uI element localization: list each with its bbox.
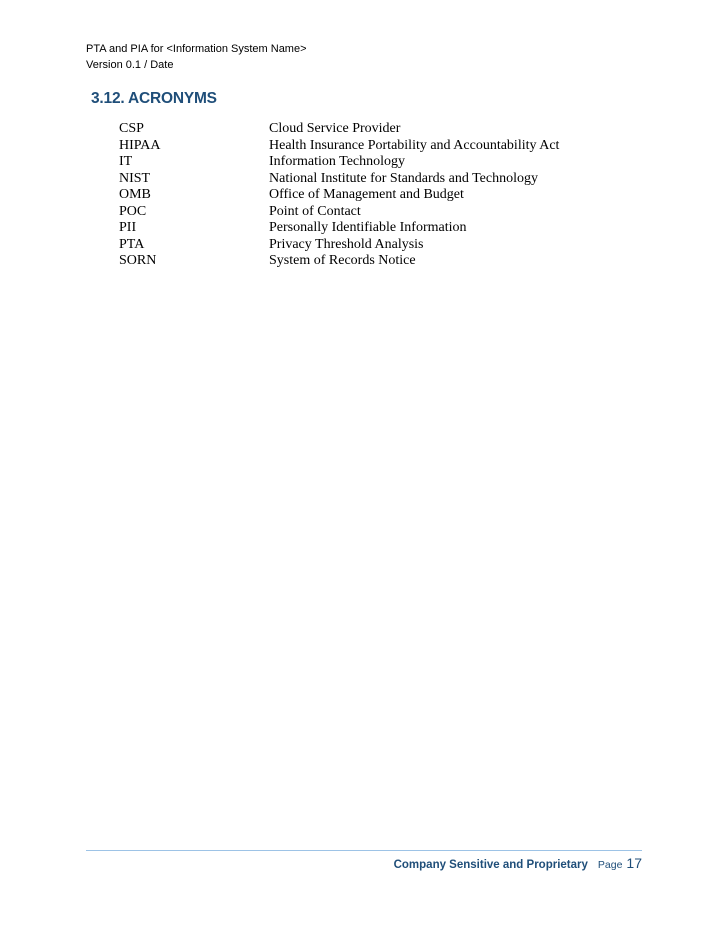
section-heading: 3.12. ACRONYMS (91, 90, 217, 107)
footer-divider (86, 850, 642, 851)
acronym-row (119, 187, 639, 204)
page-footer (394, 855, 642, 871)
header-version: Version 0.1 / Date (86, 59, 174, 71)
page-header (86, 41, 307, 73)
acronym-term: HIPAA (119, 137, 161, 153)
acronym-term: NIST (119, 170, 151, 186)
footer-confidentiality-label: Company Sensitive and Proprietary (393, 859, 588, 871)
acronym-row (119, 253, 639, 270)
footer-page-word: Page (597, 859, 623, 871)
acronym-term: PII (119, 220, 137, 235)
acronym-term: SORN (119, 253, 157, 268)
acronym-term: IT (119, 154, 133, 169)
acronym-definition: National Institute for Standards and Technology (269, 170, 538, 186)
footer-page-number: 17 (626, 855, 642, 871)
acronym-definition: System of Records Notice (269, 253, 416, 268)
acronym-row (119, 237, 639, 254)
acronym-term: OMB (119, 187, 151, 202)
acronym-row (119, 154, 639, 171)
acronym-definition: Cloud Service Provider (269, 121, 401, 136)
acronym-term: POC (119, 203, 147, 219)
acronym-definition: Information Technology (269, 154, 406, 169)
acronym-definition: Personally Identifiable Information (269, 220, 467, 235)
acronym-row (119, 138, 639, 155)
acronym-term: PTA (119, 236, 145, 252)
acronym-row (119, 204, 639, 221)
acronym-definition: Point of Contact (269, 203, 361, 219)
acronym-definition: Office of Management and Budget (269, 187, 464, 202)
acronym-definition: Health Insurance Portability and Accountability Act (269, 137, 560, 153)
header-title: PTA and PIA for <Information System Name> (86, 43, 307, 55)
acronym-row (119, 220, 639, 237)
acronym-row (119, 171, 639, 188)
acronym-definition: Privacy Threshold Analysis (269, 236, 424, 252)
acronym-term: CSP (119, 121, 144, 136)
acronym-list (119, 121, 639, 270)
acronym-row (119, 121, 639, 138)
